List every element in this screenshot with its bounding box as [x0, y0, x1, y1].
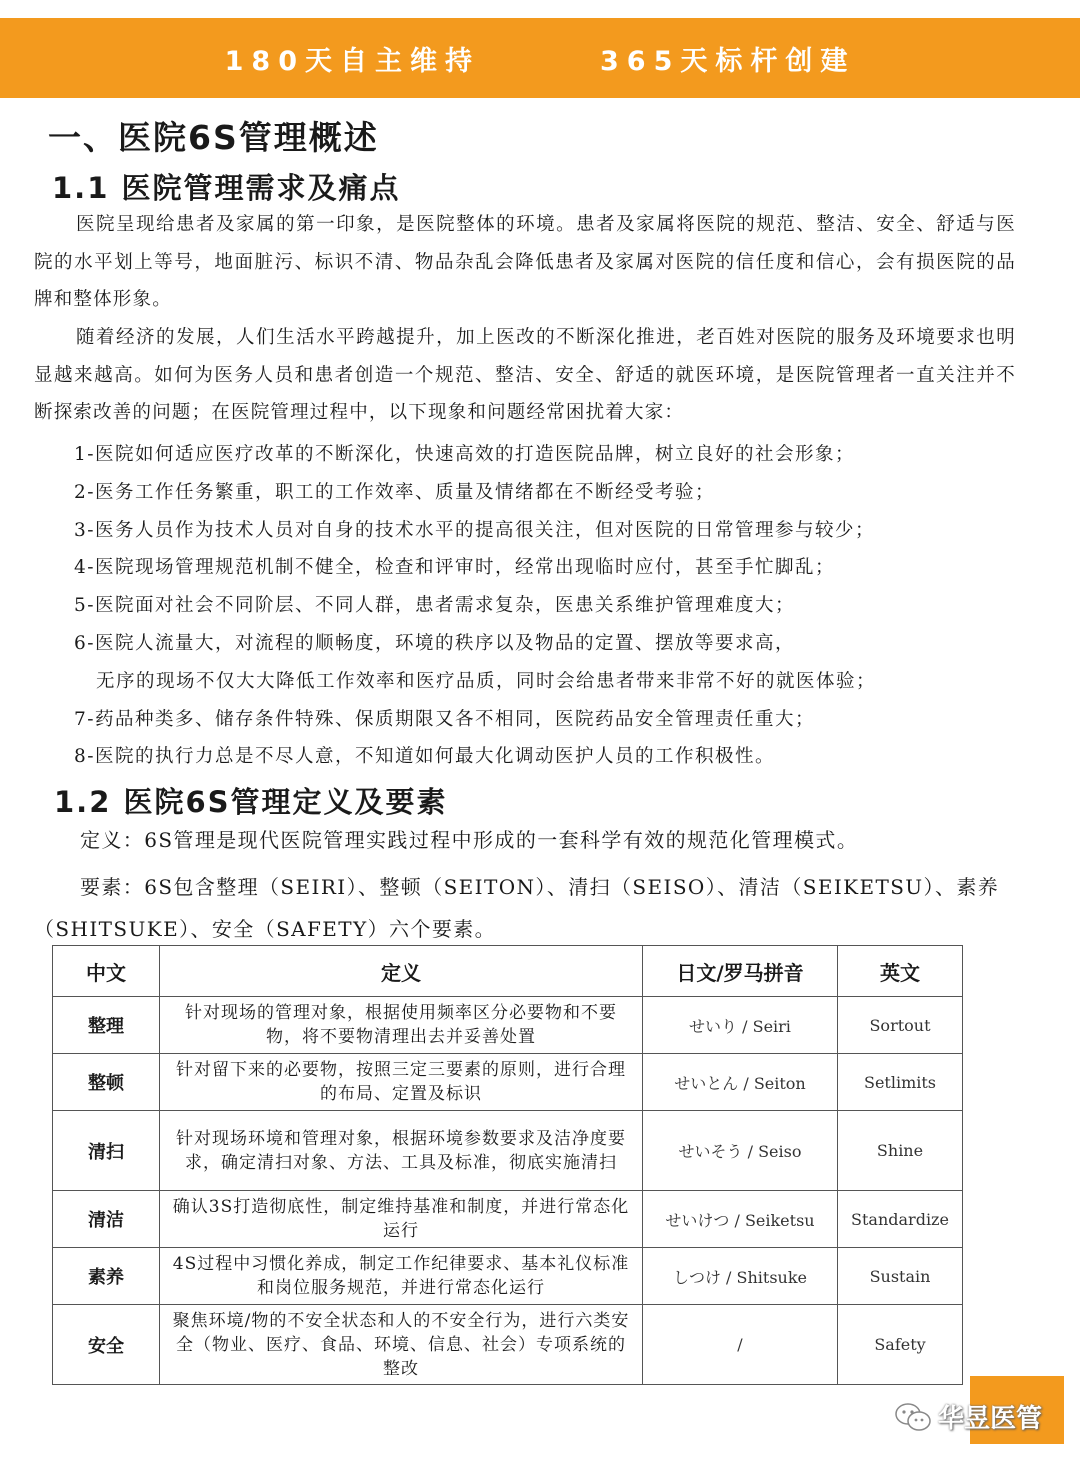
cell-english: Standardize [838, 1191, 963, 1248]
table-row [53, 1191, 963, 1248]
column-header-english: 英文 [838, 946, 963, 997]
cell-chinese: 素养 [53, 1248, 160, 1305]
six-s-table [52, 945, 963, 1385]
cell-japanese: せいそう / Seiso [643, 1111, 838, 1191]
pain-point-item: 4-医院现场管理规范机制不健全，检查和评审时，经常出现临时应付，甚至手忙脚乱； [74, 557, 836, 578]
table-row [53, 1054, 963, 1111]
cell-definition: 针对现场环境和管理对象，根据环境参数要求及洁净度要求，确定清扫对象、方法、工具及标准，彻底实施清扫 [160, 1111, 643, 1191]
cell-definition: 聚焦环境/物的不安全状态和人的不安全行为，进行六类安全（物业、医疗、食品、环境、信息、社会）专项系统的整改 [160, 1305, 643, 1385]
elements-text: 要素：6S包含整理（SEIRI）、整顿（SEITON）、清扫（SEISO）、清洁（SEIKETSU）、素养（SHITSUKE）、安全（SAFETY）六个要素。 [34, 875, 1000, 941]
wechat-icon [894, 1402, 932, 1432]
table-row [53, 997, 963, 1054]
cell-definition: 确认3S打造彻底性，制定维持基准和制度，并进行常态化运行 [160, 1191, 643, 1248]
column-header-chinese: 中文 [53, 946, 160, 997]
section-1-heading: 1.1 医院管理需求及痛点 [52, 171, 401, 205]
column-header-definition: 定义 [160, 946, 643, 997]
cell-chinese: 安全 [53, 1305, 160, 1385]
table-row [53, 1111, 963, 1191]
table-row [53, 1305, 963, 1385]
pain-point-item: 2-医务工作任务繁重，职工的工作效率、质量及情绪都在不断经受考验； [74, 482, 716, 503]
pain-point-item: 6-医院人流量大，对流程的顺畅度，环境的秩序以及物品的定置、摆放等要求高， [74, 633, 796, 654]
cell-english: Shine [838, 1111, 963, 1191]
cell-japanese: せいとん / Seiton [643, 1054, 838, 1111]
cell-chinese: 整顿 [53, 1054, 160, 1111]
page-title: 一、医院6S管理概述 [48, 118, 379, 157]
pain-point-item: 7-药品种类多、储存条件特殊、保质期限又各不相同，医院药品安全管理责任重大； [74, 709, 816, 730]
cell-definition: 4S过程中习惯化养成，制定工作纪律要求、基本礼仪标准和岗位服务规范，并进行常态化运行 [160, 1248, 643, 1305]
pain-point-item: 5-医院面对社会不同阶层、不同人群，患者需求复杂，医患关系维护管理难度大； [74, 595, 796, 616]
banner-right-text: 365天标杆创建 [600, 45, 856, 77]
cell-japanese: せいけつ / Seiketsu [643, 1191, 838, 1248]
table-header-row [53, 946, 963, 997]
cell-definition: 针对现场的管理对象，根据使用频率区分必要物和不要物，将不要物清理出去并妥善处置 [160, 997, 643, 1054]
cell-definition: 针对留下来的必要物，按照三定三要素的原则，进行合理的布局、定置及标识 [160, 1054, 643, 1111]
cell-chinese: 清扫 [53, 1111, 160, 1191]
cell-japanese: / [643, 1305, 838, 1385]
section-1-paragraph-2: 随着经济的发展，人们生活水平跨越提升，加上医改的不断深化推进，老百姓对医院的服务及环境要求也明显越来越高。如何为医务人员和患者创造一个规范、整洁、安全、舒适的就医环境，是医院管理者一直关注并不断探索改善的问题；在医院管理过程中，以下现象和问题经常困扰着大家： [34, 327, 1016, 423]
cell-english: Safety [838, 1305, 963, 1385]
banner-left-text: 180天自主维持 [224, 45, 480, 77]
column-header-japanese: 日文/罗马拼音 [643, 946, 838, 997]
pain-point-item: 1-医院如何适应医疗改革的不断深化，快速高效的打造医院品牌，树立良好的社会形象； [74, 444, 856, 465]
pain-point-item-continuation: 无序的现场不仅大大降低工作效率和医疗品质，同时会给患者带来非常不好的就医体验； [96, 671, 877, 692]
cell-japanese: しつけ / Shitsuke [643, 1248, 838, 1305]
cell-english: Sustain [838, 1248, 963, 1305]
definition-text: 定义：6S管理是现代医院管理实践过程中形成的一套科学有效的规范化管理模式。 [80, 828, 859, 852]
section-1-paragraph-1: 医院呈现给患者及家属的第一印象，是医院整体的环境。患者及家属将医院的规范、整洁、安全、舒适与医院的水平划上等号，地面脏污、标识不清、物品杂乱会降低患者及家属对医院的信任度和信心，会有损医院的品牌和整体形象。 [34, 214, 1016, 310]
table-row [53, 1248, 963, 1305]
pain-point-item: 8-医院的执行力总是不尽人意，不知道如何最大化调动医护人员的工作积极性。 [74, 746, 776, 767]
cell-english: Setlimits [838, 1054, 963, 1111]
cell-chinese: 清洁 [53, 1191, 160, 1248]
pain-point-item: 3-医务人员作为技术人员对自身的技术水平的提高很关注，但对医院的日常管理参与较少； [74, 520, 876, 541]
watermark [894, 1398, 1042, 1435]
cell-japanese: せいり / Seiri [643, 997, 838, 1054]
top-banner [0, 18, 1080, 98]
watermark-text: 华昱医管 [938, 1404, 1043, 1434]
cell-english: Sortout [838, 997, 963, 1054]
section-2-heading: 1.2 医院6S管理定义及要素 [54, 785, 448, 819]
cell-chinese: 整理 [53, 997, 160, 1054]
